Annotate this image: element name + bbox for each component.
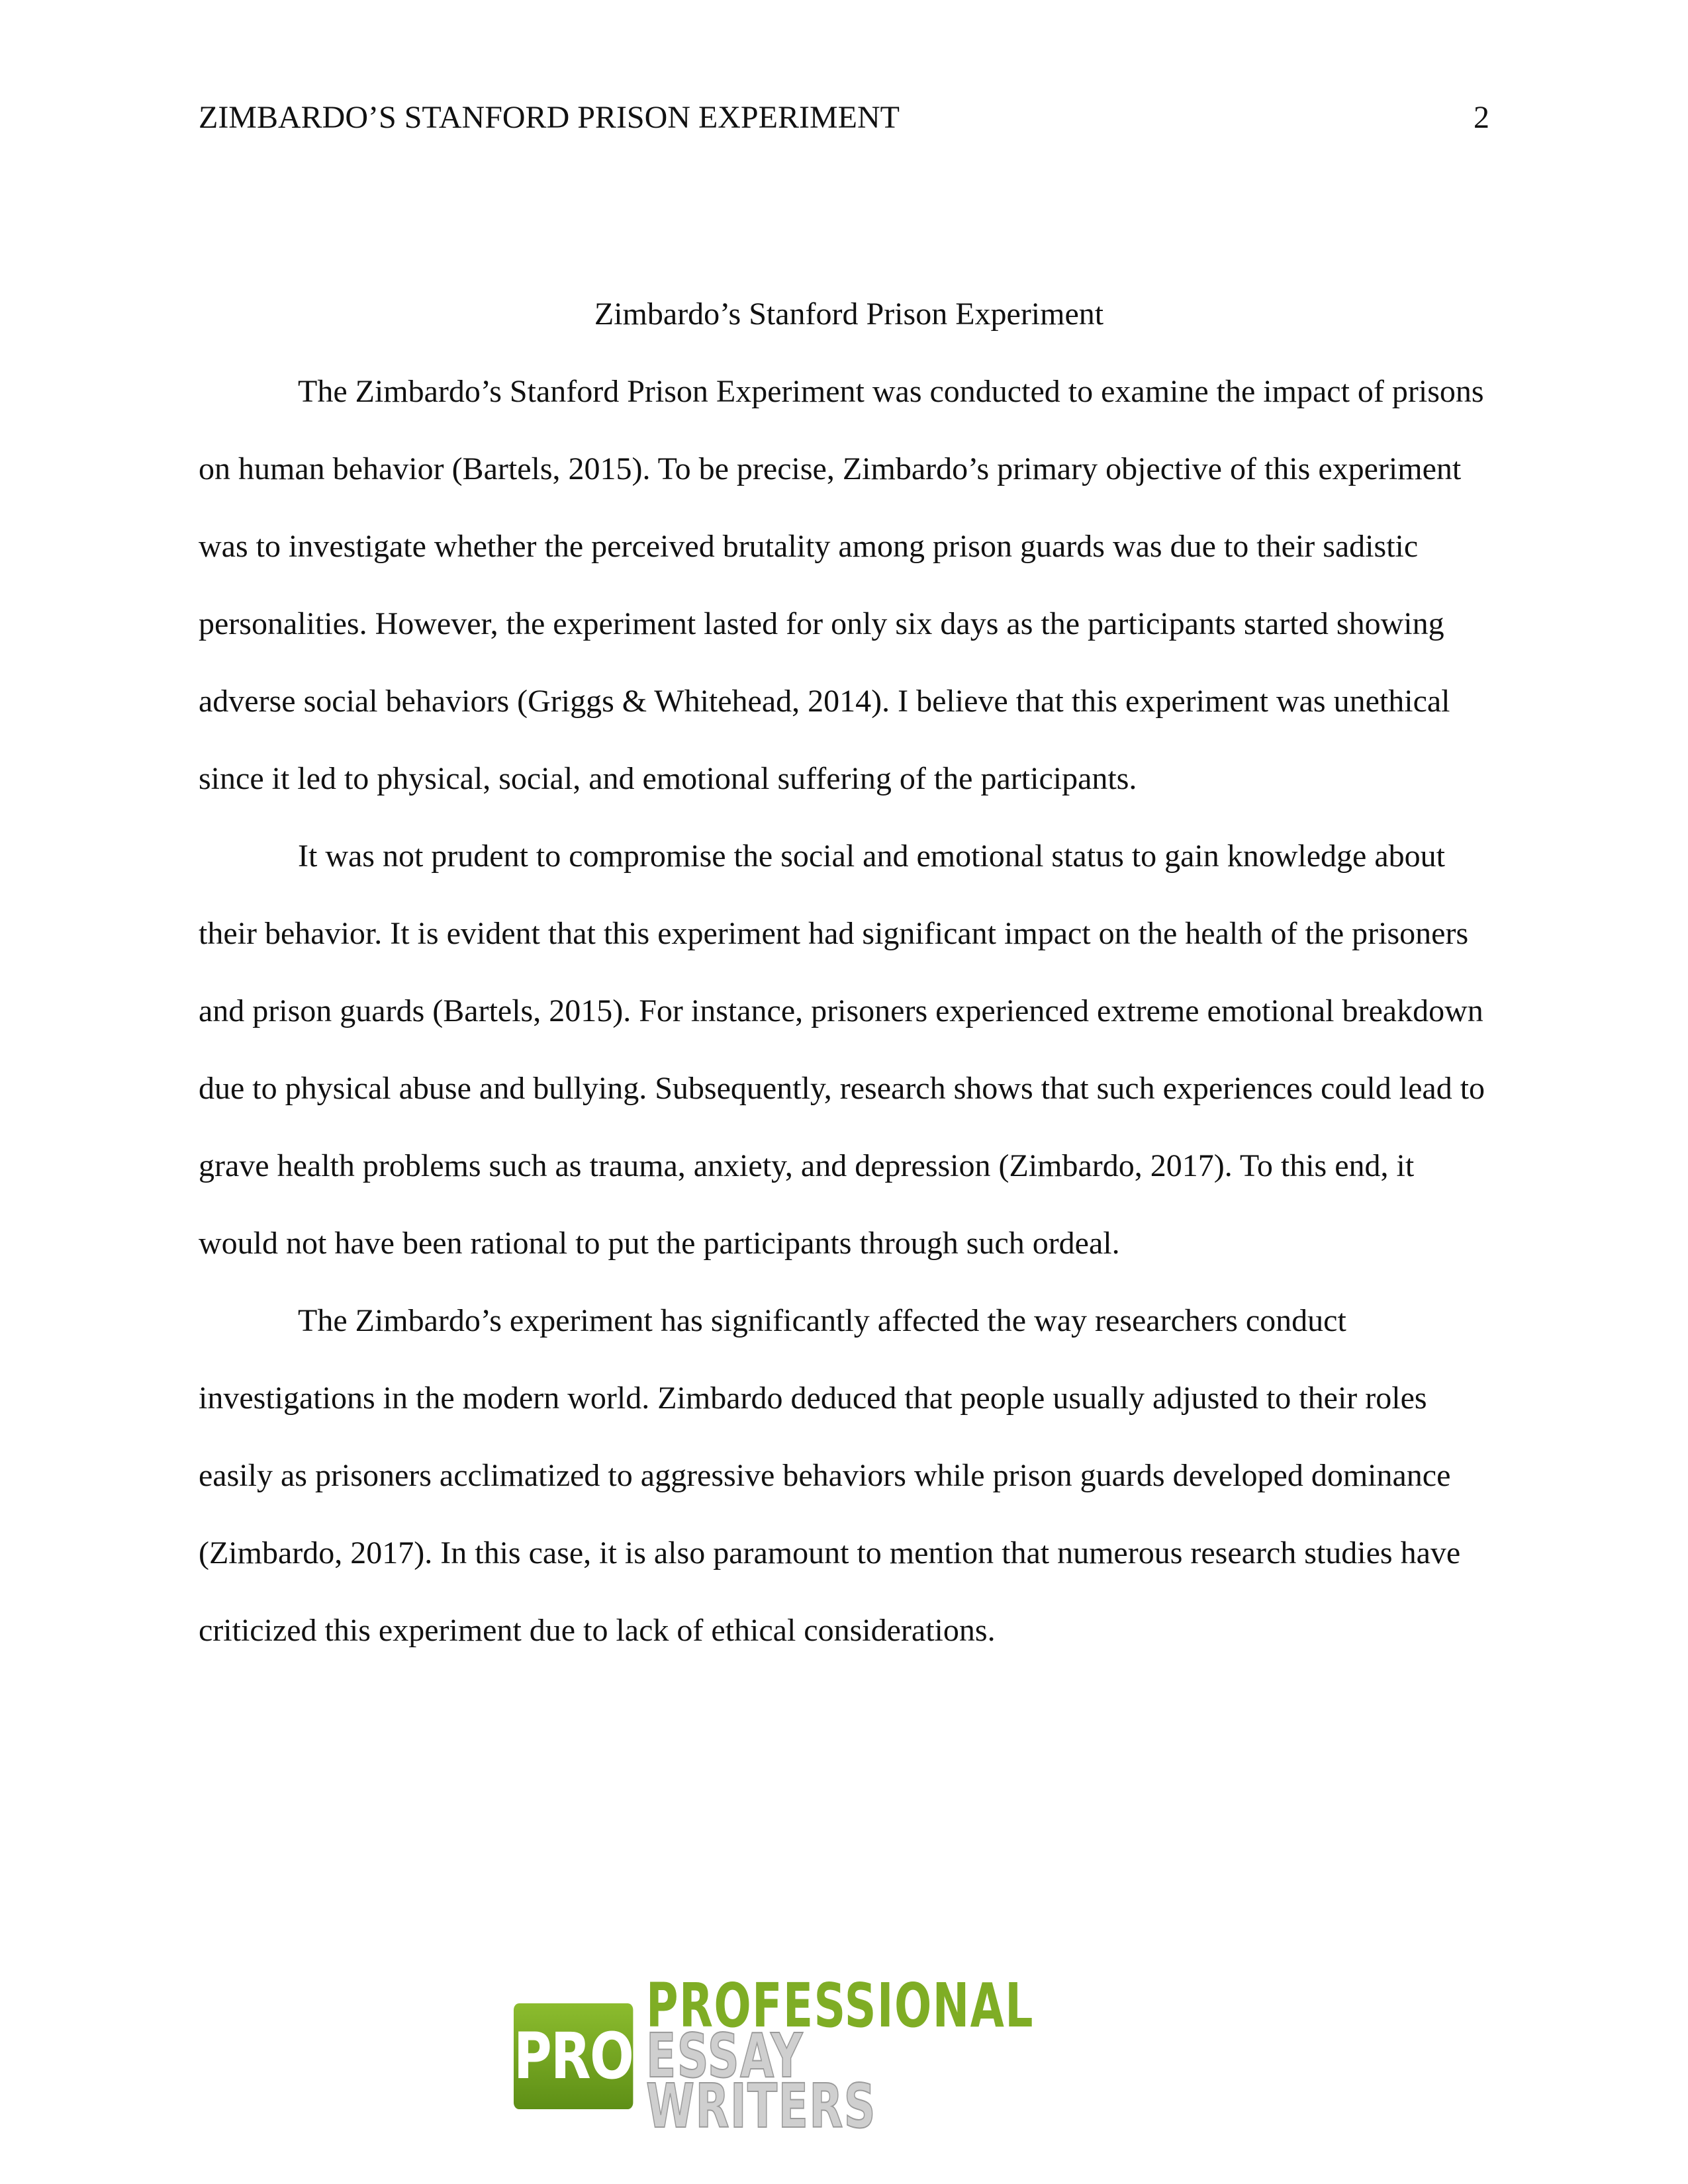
paragraph-1: The Zimbardo’s Stanford Prison Experiment was conducted to examine the impact of prisons on human behavior (Bartels, 2015). To be precise, Zimbardo’s primary objective of this experiment was to investigate whether the perceived brutality among prison guards was due to their sadistic personalities. However, the experiment lasted for only six days as the participants started showing adverse social behaviors (Griggs & Whitehead, 2014). I believe that this experiment was unethical since it led to physical, social, and emotional suffering of the participants. xyxy=(199,374,1484,796)
paragraph-3: The Zimbardo’s experiment has significantly affected the way researchers conduct investigations in the modern world. Zimbardo deduced that people usually adjusted to their roles easily as prisoners acclimatized to aggressive behaviors while prison guards developed dominance (Zimbardo, 2017). In this case, it is also paramount to mention that numerous research studies have criticized this experiment due to lack of ethical considerations. xyxy=(199,1303,1461,1648)
paragraph-2: It was not prudent to compromise the social and emotional status to gain knowledge about their behavior. It is evident that this experiment had significant impact on the health of the prisoners and prison guards (Bartels, 2015). For instance, prisoners experienced extreme emotional breakdown due to physical abuse and bullying. Subsequently, research shows that such experiences could lead to grave health problems such as trauma, anxiety, and depression (Zimbardo, 2017). To this end, it would not have been rational to put the participants through such ordeal. xyxy=(199,839,1485,1261)
professional-essay-writers-logo xyxy=(514,1970,1109,2142)
running-head-title: ZIMBARDO’S STANFORD PRISON EXPERIMENT xyxy=(199,100,900,135)
essay-body xyxy=(199,275,1499,1669)
running-head xyxy=(199,98,1489,138)
page-number: 2 xyxy=(1474,100,1489,135)
logo-wordmark xyxy=(645,1970,1034,2142)
logo-badge: PRO xyxy=(514,2003,633,2109)
logo-word-essay-writers: ESSAY WRITERS xyxy=(645,2021,876,2142)
logo-word-professional: PROFESSIONAL xyxy=(645,1970,1034,2041)
essay-title: Zimbardo’s Stanford Prison Experiment xyxy=(594,296,1104,332)
